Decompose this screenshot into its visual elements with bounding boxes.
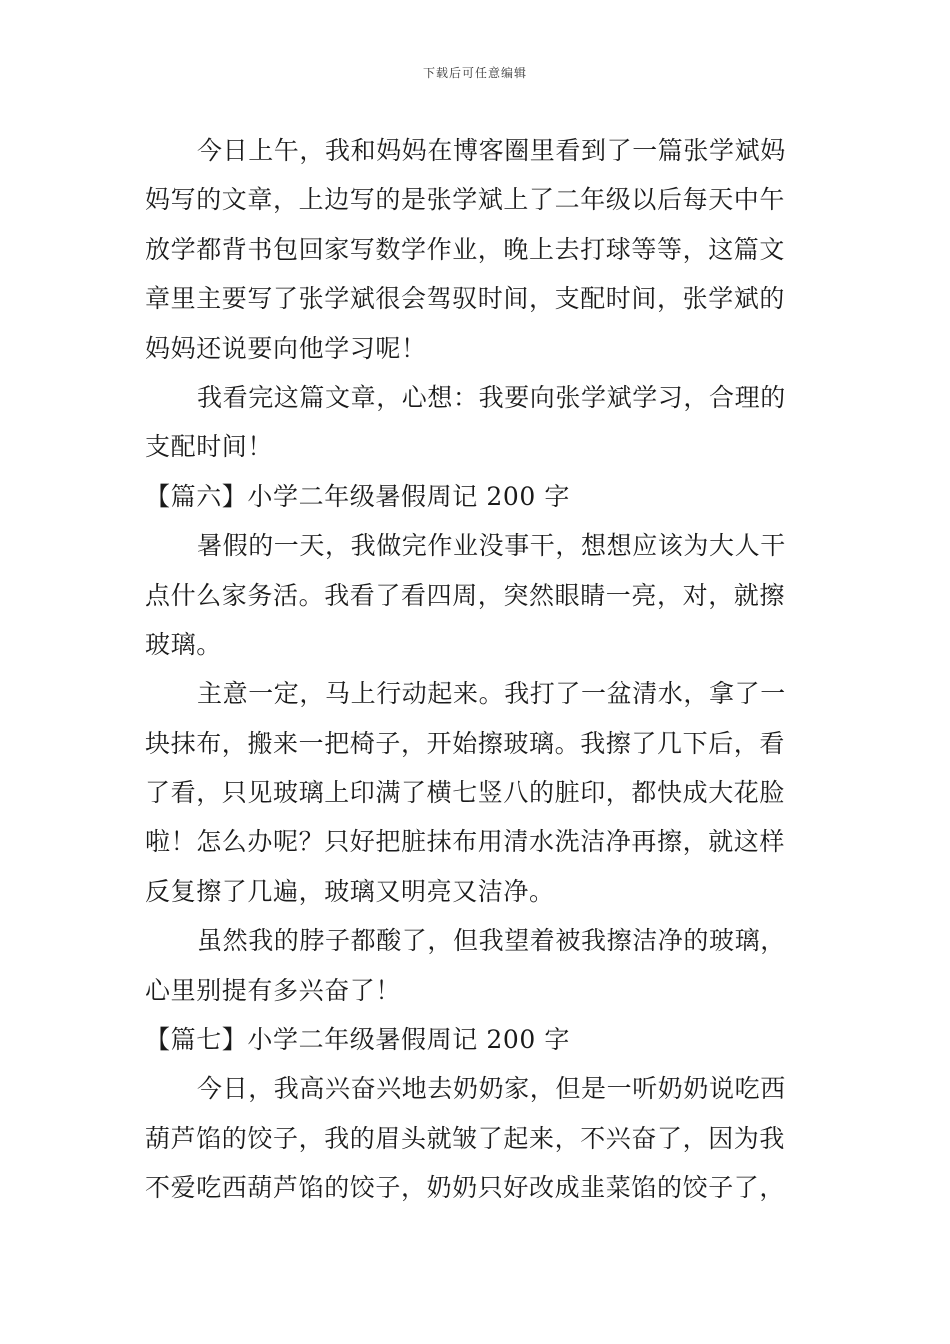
text-line: 心里别提有多兴奋了！ xyxy=(145,975,402,1005)
text-line: 虽然我的脖子都酸了，但我望着被我擦洁净的玻璃， xyxy=(197,926,786,956)
text-line: 今日，我高兴奋兴地去奶奶家，但是一听奶奶说吃西 xyxy=(197,1074,786,1104)
text-line: 妈妈还说要向他学习呢！ xyxy=(145,333,427,363)
text-line: 块抹布，搬来一把椅子，开始擦玻璃。我擦了几下后，看 xyxy=(145,728,786,758)
section-heading: 【篇七】小学二年级暑假周记 200 字 xyxy=(145,1025,571,1055)
section-heading: 【篇六】小学二年级暑假周记 200 字 xyxy=(145,481,571,511)
text-line: 主意一定，马上行动起来。我打了一盆清水，拿了一 xyxy=(197,679,786,709)
text-line: 玻璃。 xyxy=(145,629,222,659)
text-line: 章里主要写了张学斌很会驾驭时间，支配时间，张学斌的 xyxy=(145,284,786,314)
text-line: 妈写的文章，上边写的是张学斌上了二年级以后每天中午 xyxy=(145,185,786,215)
text-line: 支配时间！ xyxy=(145,432,274,462)
text-line: 反复擦了几遍，玻璃又明亮又洁净。 xyxy=(145,876,555,906)
text-line: 了看，只见玻璃上印满了横七竖八的脏印，都快成大花脸 xyxy=(145,778,786,808)
text-line: 今日上午，我和妈妈在博客圈里看到了一篇张学斌妈 xyxy=(197,136,786,165)
text-line: 点什么家务活。我看了看四周，突然眼睛一亮，对，就擦 xyxy=(145,580,786,610)
text-line: 不爱吃西葫芦馅的饺子，奶奶只好改成韭菜馅的饺子了， xyxy=(145,1173,786,1203)
text-line: 我看完这篇文章，心想：我要向张学斌学习，合理的 xyxy=(197,382,786,412)
document-body xyxy=(145,126,810,1213)
page-header: 下载后可任意编辑 xyxy=(422,66,527,80)
text-line: 放学都背书包回家写数学作业，晚上去打球等等，这篇文 xyxy=(145,234,786,264)
text-line: 暑假的一天，我做完作业没事干，想想应该为大人干 xyxy=(197,531,786,561)
text-line: 葫芦馅的饺子，我的眉头就皱了起来，不兴奋了，因为我 xyxy=(145,1123,786,1153)
text-line: 啦！怎么办呢？只好把脏抹布用清水洗洁净再擦，就这样 xyxy=(145,827,786,857)
